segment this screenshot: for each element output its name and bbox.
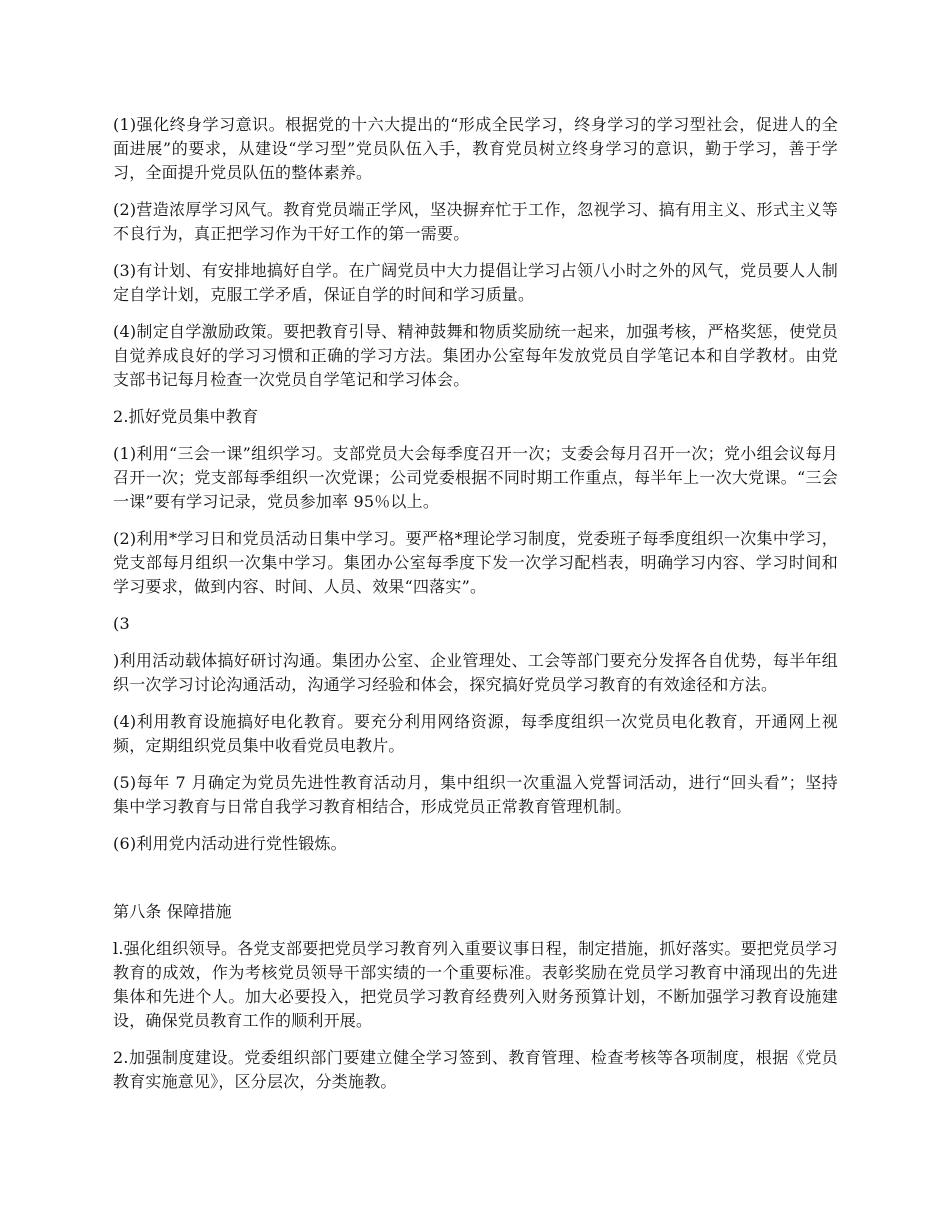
paragraph-self-study-plan: (3)有计划、有安排地搞好自学。在广阔党员中大力提倡让学习占领八小时之外的风气，党员要人人制定自学计划，克服工学矛盾，保证自学的时间和学习质量。 bbox=[113, 261, 838, 304]
paragraph-lifelong-learning: (1)强化终身学习意识。根据党的十六大提出的“形成全民学习，终身学习的学习型社会，促进人的全面进展”的要求，从建设“学习型”党员队伍入手，教育党员树立终身学习的意识，勤于学习，善于学习，全面提升党员队伍的整体素养。 bbox=[113, 115, 838, 182]
article-heading-safeguards: 第八条 保障措施 bbox=[113, 902, 232, 921]
paragraph-party-activities: (6)利用党内活动进行党性锻炼。 bbox=[113, 834, 347, 853]
paragraph-incentive-policy: (4)制定自学激励政策。要把教育引导、精神鼓舞和物质奖励统一起来，加强考核，严格奖惩，使党员自觉养成良好的学习习惯和正确的学习方法。集团办公室每年发放党员自学笔记本和自学教材。由党支部书记每月检查一次党员自学笔记和学习体会。 bbox=[113, 322, 838, 389]
document-body bbox=[113, 113, 838, 1094]
paragraph-fragment-3: (3 bbox=[113, 614, 130, 633]
paragraph-electronic-education: (4)利用教育设施搞好电化教育。要充分利用网络资源，每季度组织一次党员电化教育，开通网上视频，定期组织党员集中收看党员电教片。 bbox=[113, 712, 838, 755]
paragraph-study-atmosphere: (2)营造浓厚学习风气。教育党员端正学风，坚决摒弃忙于工作，忽视学习、搞有用主义、形式主义等不良行为，真正把学习作为干好工作的第一需要。 bbox=[113, 200, 838, 243]
section-heading-collective-education: 2.抓好党员集中教育 bbox=[113, 407, 259, 426]
paragraph-organizational-leadership: l.强化组织领导。各党支部要把党员学习教育列入重要议事日程，制定措施，抓好落实。要把党员学习教育的成效，作为考核党员领导干部实绩的一个重要标准。表彰奖励在党员学习教育中涌现出的先进集体和先进个人。加大必要投入，把党员学习教育经费列入财务预算计划，不断加强学习教育设施建设，确保党员教育工作的顺利开展。 bbox=[113, 939, 838, 1030]
paragraph-system-building: 2.加强制度建设。党委组织部门要建立健全学习签到、教育管理、检查考核等各项制度，根据《党员教育实施意见》，区分层次，分类施教。 bbox=[113, 1048, 838, 1091]
paragraph-activity-carriers: )利用活动载体搞好研讨沟通。集团办公室、企业管理处、工会等部门要充分发挥各自优势，每半年组织一次学习讨论沟通活动，沟通学习经验和体会，探究搞好党员学习教育的有效途径和方法。 bbox=[113, 651, 838, 694]
paragraph-three-meetings-one-lesson: (1)利用“三会一课”组织学习。支部党员大会每季度召开一次；支委会每月召开一次；党小组会议每月召开一次；党支部每季组织一次党课；公司党委根据不同时期工作重点，每半年上一次大党课。“三会一课”要有学习记录，党员参加率 95％以上。 bbox=[113, 444, 838, 511]
paragraph-study-day: (2)利用*学习日和党员活动日集中学习。要严格*理论学习制度，党委班子每季度组织一次集中学习，党支部每月组织一次集中学习。集团办公室每季度下发一次学习配档表，明确学习内容、学习时间和学习要求，做到内容、时间、人员、效果“四落实”。 bbox=[113, 529, 838, 596]
paragraph-july-activity-month: (5)每年 7 月确定为党员先进性教育活动月，集中组织一次重温入党誓词活动，进行“回头看”；坚持集中学习教育与日常自我学习教育相结合，形成党员正常教育管理机制。 bbox=[113, 773, 838, 816]
